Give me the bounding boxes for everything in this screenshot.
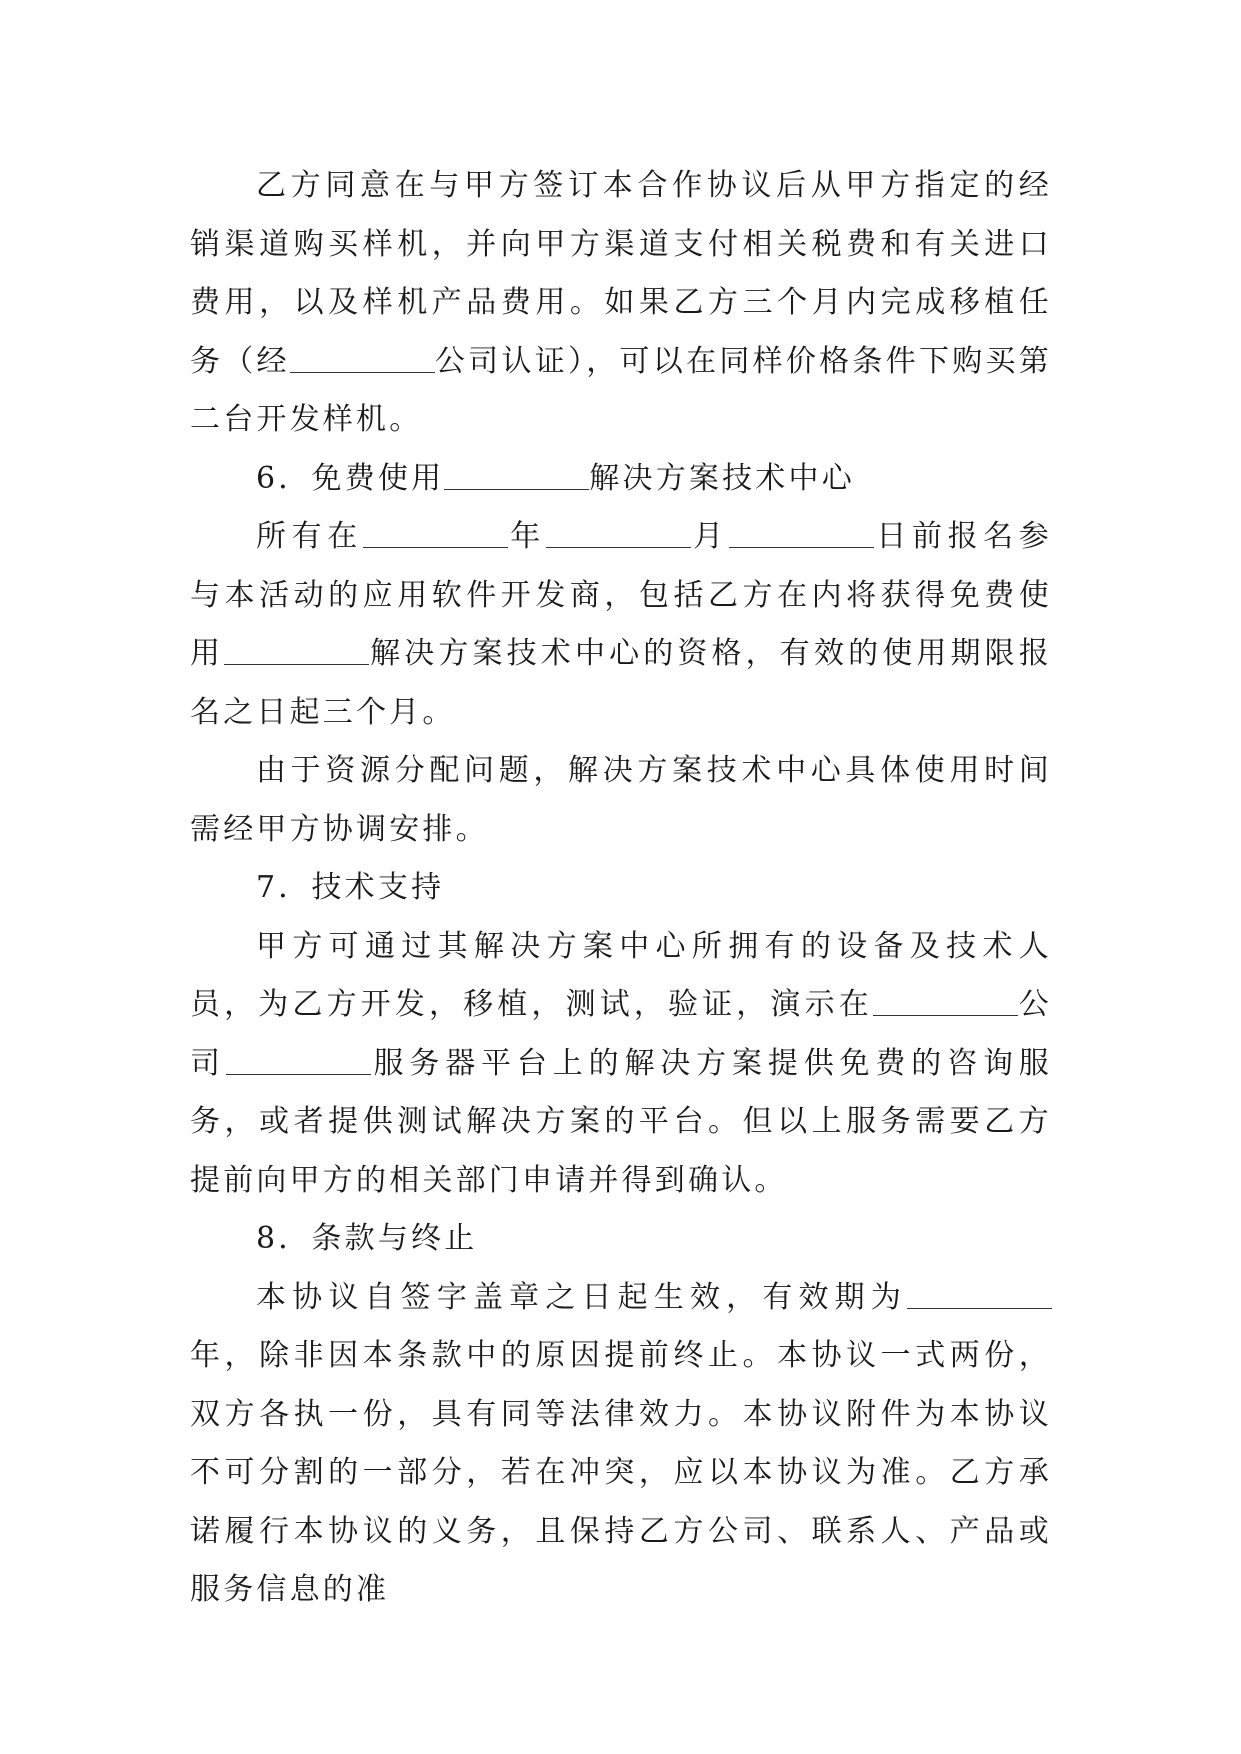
text-segment: 甲方可通过其解决方案中心所拥有的设备及技术人员，为乙方开发，移植，测试，验证，演示在 (190, 928, 1052, 1022)
heading-text: 6．免费使用 (256, 460, 445, 496)
section-heading-7 (190, 859, 1052, 918)
section-heading-6 (190, 450, 1052, 509)
fill-in-blank (224, 634, 369, 665)
text-segment: 月 (690, 519, 729, 554)
text-segment: 公司认证），可以在同样价格条件下购买第二台开发样机。 (190, 343, 1052, 437)
paragraph-sample-purchase (190, 157, 1052, 450)
heading-text: 7．技术支持 (256, 870, 445, 905)
heading-text: 解决方案技术中心 (589, 460, 855, 496)
text-segment: 公司 (190, 987, 1053, 1081)
heading-text: 8．条款与终止 (256, 1221, 478, 1256)
fill-in-blank (290, 342, 435, 373)
fill-in-blank (873, 985, 1018, 1016)
text-segment: 年，除非因本条款中的原因提前终止。本协议一式两份，双方各执一份，具有同等法律效力。本协议附件为本协议不可分割的一部分，若在冲突，应以本协议为准。乙方承诺履行本协议的义务，且保持乙方公司、联系人、产品或服务信息的准 (190, 1338, 1052, 1607)
text-segment: 本协议自签字盖章之日起生效，有效期为 (256, 1279, 907, 1315)
paragraph-terms-termination (190, 1269, 1052, 1620)
fill-in-blank (729, 517, 874, 548)
text-segment: 服务器平台上的解决方案提供免费的咨询服务，或者提供测试解决方案的平台。但以上服务需要乙方提前向甲方的相关部门申请并得到确认。 (190, 1045, 1052, 1198)
paragraph-registration (190, 508, 1052, 742)
fill-in-blank (226, 1044, 371, 1075)
fill-in-blank (907, 1278, 1052, 1309)
text-segment: 年 (507, 519, 546, 554)
text-segment: 日前报名参与本活动的应用软件开发商，包括乙方在内将获得免费使用 (190, 519, 1052, 671)
paragraph-technical-support (190, 918, 1052, 1211)
text-segment: 由于资源分配问题，解决方案技术中心具体使用时间需经甲方协调安排。 (190, 753, 1052, 847)
text-segment: 乙方同意在与甲方签订本合作协议后从甲方指定的经销渠道购买样机，并向甲方渠道支付相关税费和有关进口费用，以及样机产品费用。如果乙方三个月内完成移植任务（经 (190, 168, 1052, 379)
text-segment: 解决方案技术中心的资格，有效的使用期限报名之日起三个月。 (190, 636, 1053, 730)
fill-in-blank (546, 517, 691, 548)
fill-in-blank (363, 517, 508, 548)
document-body (190, 157, 1052, 1620)
paragraph-resource-allocation (190, 742, 1052, 859)
section-heading-8 (190, 1210, 1052, 1269)
fill-in-blank (444, 459, 589, 490)
text-segment: 所有在 (256, 519, 363, 554)
